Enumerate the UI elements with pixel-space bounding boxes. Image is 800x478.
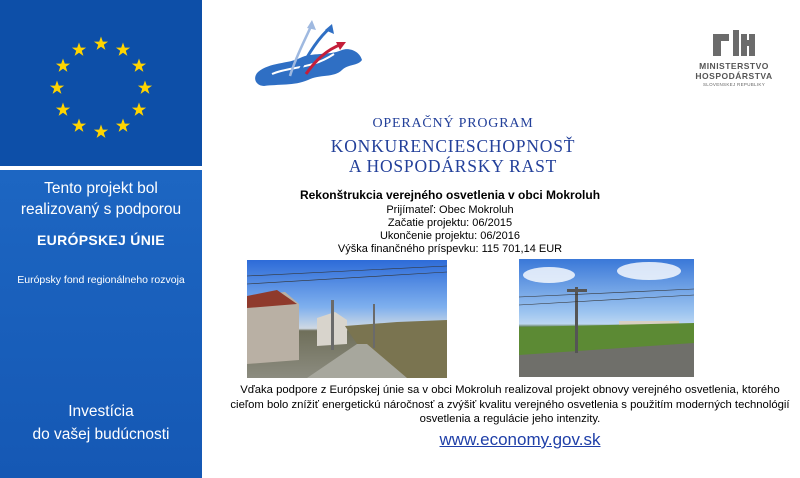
project-start: Začatie projektu: 06/2015 xyxy=(387,217,513,229)
eu-name: EURÓPSKEJ ÚNIE xyxy=(37,232,165,248)
program-name xyxy=(303,136,603,176)
ministry-emblem-icon xyxy=(711,30,757,56)
ministry-line1: MINISTERSTVO xyxy=(699,61,769,71)
project-title: Rekonštrukcia verejného osvetlenia v obci Mokroluh xyxy=(299,188,601,202)
street-photo-after xyxy=(519,259,694,377)
operational-program-logo xyxy=(250,14,370,104)
sidebar xyxy=(0,0,204,478)
ministry-website-link[interactable]: www.economy.gov.sk xyxy=(439,430,601,449)
ministry-line3: SLOVENSKEJ REPUBLIKY xyxy=(702,82,766,87)
project-recipient: Prijímateľ: Obec Mokroluh xyxy=(386,204,514,216)
project-amount: Výška finančného príspevku: 115 701,14 EUR xyxy=(337,243,563,255)
eu-flag xyxy=(0,0,202,166)
village-scene-image xyxy=(519,259,694,377)
investment-slogan xyxy=(0,400,202,446)
fund-name: Európsky fond regionálneho rozvoja xyxy=(17,274,185,286)
program-label: OPERAČNÝ PROGRAM xyxy=(372,116,534,131)
ministry-line2: HOSPODÁRSTVA xyxy=(695,71,773,81)
program-name-line2: A HOSPODÁRSKY RAST xyxy=(348,156,558,176)
project-support-line2: realizovaný s podporou xyxy=(20,201,182,218)
project-support-text xyxy=(0,178,202,220)
investment-line1: Investícia xyxy=(68,403,134,420)
eu-stars-icon xyxy=(0,0,202,166)
project-support-line1: Tento projekt bol xyxy=(44,180,158,197)
project-end: Ukončenie projektu: 06/2016 xyxy=(379,230,521,242)
program-name-line1: KONKURENCIESCHOPNOSŤ xyxy=(330,136,576,156)
project-description: Vďaka podpore z Európskej únie sa v obci Mokroluh realizoval projekt obnovy verejného osvetlenia, ktorého cieľom bolo znížiť energetickú náročnosť a zvýšiť kvalitu verejného osvetlenia s použitím moderných technológií osvetlenia a regulácie jeho intenzity. xyxy=(230,384,790,425)
ministry-logo xyxy=(688,30,780,87)
eu-support-panel xyxy=(0,170,202,478)
investment-line2: do vašej budúcnosti xyxy=(32,426,170,443)
street-scene-image xyxy=(247,260,447,378)
street-photo-before xyxy=(247,260,447,378)
